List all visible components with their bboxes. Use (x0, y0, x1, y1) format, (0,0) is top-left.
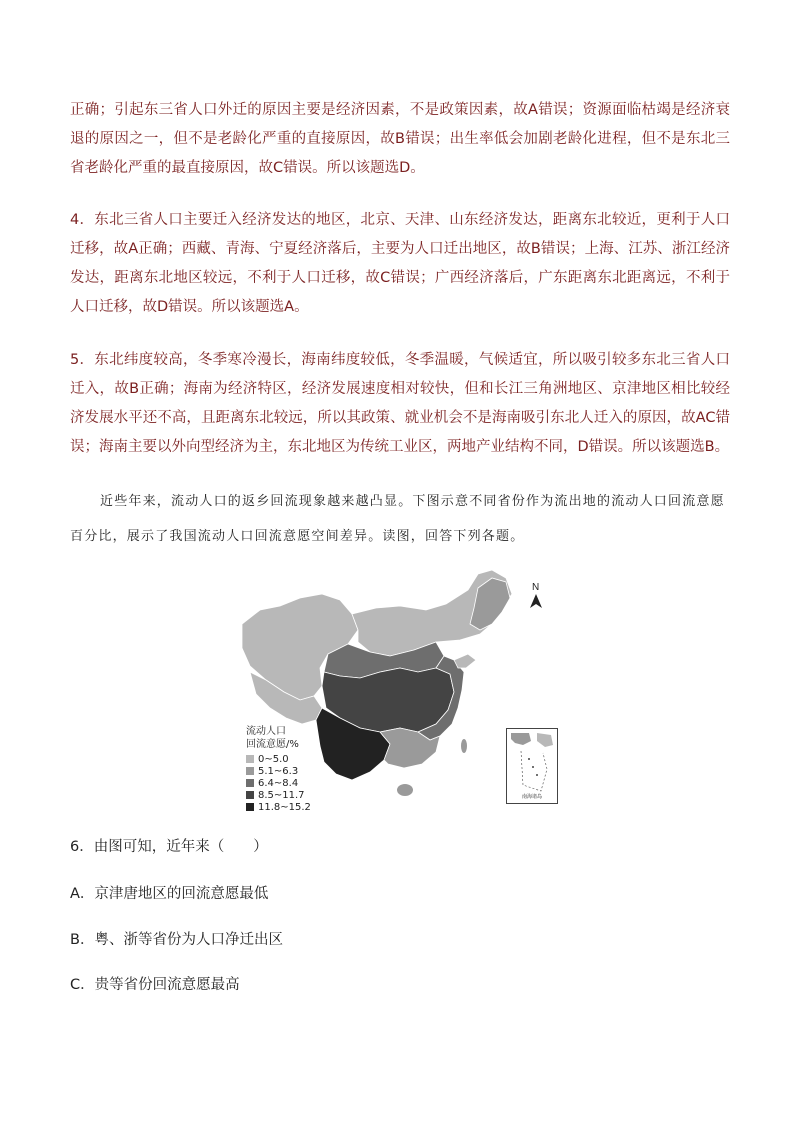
map-region-taiwan (461, 739, 467, 753)
question-stem: 6．由图可知，近年来（ ） (70, 839, 268, 855)
map-region-shandong (454, 654, 476, 668)
legend-swatch (246, 779, 254, 787)
answer-paragraph-3: 正确；引起东三省人口外迁的原因主要是经济因素，不是政策因素，故A错误；资源面临枯竭是经济衰退的原因之一，但不是老龄化严重的直接原因，故B错误；出生率低会加剧老龄化进程，但不是东北三省老龄化严重的最直接原因，故C错误。所以该题选D。 (70, 102, 730, 176)
north-arrow-icon (530, 594, 542, 608)
legend-label: 6.4~8.4 (258, 778, 299, 789)
legend-swatch (246, 791, 254, 799)
option-c: C．贵等省份回流意愿最高 (70, 977, 240, 993)
legend-label: 0~5.0 (258, 754, 289, 765)
legend-item (246, 778, 298, 790)
south-china-sea-inset (506, 728, 558, 804)
legend-item (246, 790, 305, 802)
legend-label: 5.1~6.3 (258, 766, 299, 777)
inset-map (507, 729, 557, 803)
answer-paragraph-4: 4．东北三省人口主要迁入经济发达的地区，北京、天津、山东经济发达，距离东北较近，更利于人口迁移，故A正确；西藏、青海、宁夏经济落后，主要为人口迁出地区，故B错误；上海、江苏、浙江经济发达，距离东北地区较远，不利于人口迁移，故C错误；广西经济落后，广东距离东北距离远，不利于人口迁移，故D错误。所以该题选A。 (70, 212, 730, 315)
legend-title-line1: 流动人口 (246, 726, 286, 737)
question-intro: 近些年来，流动人口的返乡回流现象越来越凸显。下图示意不同省份作为流出地的流动人口回流意愿百分比，展示了我国流动人口回流意愿空间差异。读图，回答下列各题。 (70, 494, 725, 544)
north-label: N (532, 582, 540, 593)
legend-item (246, 754, 289, 766)
legend-title-line2: 回流意愿/% (246, 739, 299, 750)
legend-swatch (246, 755, 254, 763)
legend-label: 8.5~11.7 (258, 790, 305, 801)
legend-item (246, 802, 311, 814)
legend-swatch (246, 803, 254, 811)
answer-paragraph-5: 5．东北纬度较高，冬季寒冷漫长，海南纬度较低，冬季温暖，气候适宜，所以吸引较多东北三省人口迁入，故B正确；海南为经济特区，经济发展速度相对较快，但和长江三角洲地区、京津地区相比较经济发展水平还不高，且距离东北较远，所以其政策、就业机会不是海南吸引东北人迁入的原因，故AC错误；海南主要以外向型经济为主，东北地区为传统工业区，两地产业结构不同，D错误。所以该题选B。 (70, 352, 730, 455)
legend-item (246, 766, 298, 778)
map-region-hainan (397, 784, 413, 796)
legend-label: 11.8~15.2 (258, 802, 311, 813)
legend-swatch (246, 767, 254, 775)
option-a: A．京津唐地区的回流意愿最低 (70, 886, 269, 902)
option-b: B．粤、浙等省份为人口净迁出区 (70, 932, 283, 948)
inset-label: 南海诸岛 (521, 794, 542, 800)
